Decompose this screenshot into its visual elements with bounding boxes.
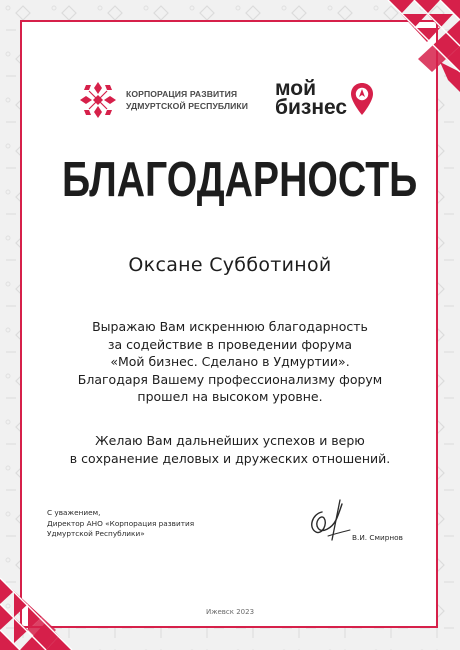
recipient-name: Оксане Субботиной	[128, 254, 332, 276]
moi-biznes-logo-line2: бизнес	[275, 96, 348, 119]
signatory-line: С уважением,	[47, 508, 101, 517]
udmurt-ornament-logo-icon	[78, 80, 118, 120]
gratitude-line: Благодаря Вашему профессионализму форум	[77, 371, 383, 387]
gratitude-line: Выражаю Вам искреннюю благодарность	[92, 319, 368, 334]
certificate-title: БЛАГОДАРНОСТЬ	[62, 153, 418, 207]
korporatsiya-logo-text	[126, 88, 266, 112]
korporatsiya-logo-line1: КОРПОРАЦИЯ РАЗВИТИЯ	[126, 89, 238, 99]
corner-ornament-bottom-left	[0, 558, 92, 650]
signatory-line: Директор АНО «Корпорация развития	[47, 518, 195, 528]
gratitude-line: за содействие в проведении форума	[107, 336, 353, 352]
handwritten-signature	[302, 492, 358, 548]
korporatsiya-logo-line2: УДМУРТСКОЙ РЕСПУБЛИКИ	[126, 101, 248, 111]
korporatsiya-logo	[78, 80, 266, 120]
moi-biznes-logo-text	[275, 77, 348, 119]
wishes-line: Желаю Вам дальнейших успехов и верю	[95, 433, 365, 448]
gratitude-paragraph	[30, 318, 430, 406]
signer-name: В.И. Смирнов	[352, 533, 403, 542]
place-and-year: Ижевск 2023	[205, 608, 255, 616]
wishes-paragraph	[30, 432, 430, 467]
signatory-title-block	[47, 508, 194, 540]
gratitude-line: «Мой бизнес. Сделано в Удмуртии».	[110, 354, 350, 369]
corner-ornament-top-right	[368, 0, 460, 92]
location-pin-icon	[350, 82, 374, 116]
wishes-line: в сохранение деловых и дружеских отношений.	[69, 450, 391, 466]
gratitude-line: прошел на высоком уровне.	[137, 389, 323, 404]
moi-biznes-logo	[275, 77, 374, 119]
moi-biznes-logo-line1: мой	[275, 77, 316, 100]
signatory-line: Удмуртской Республики»	[47, 529, 145, 538]
